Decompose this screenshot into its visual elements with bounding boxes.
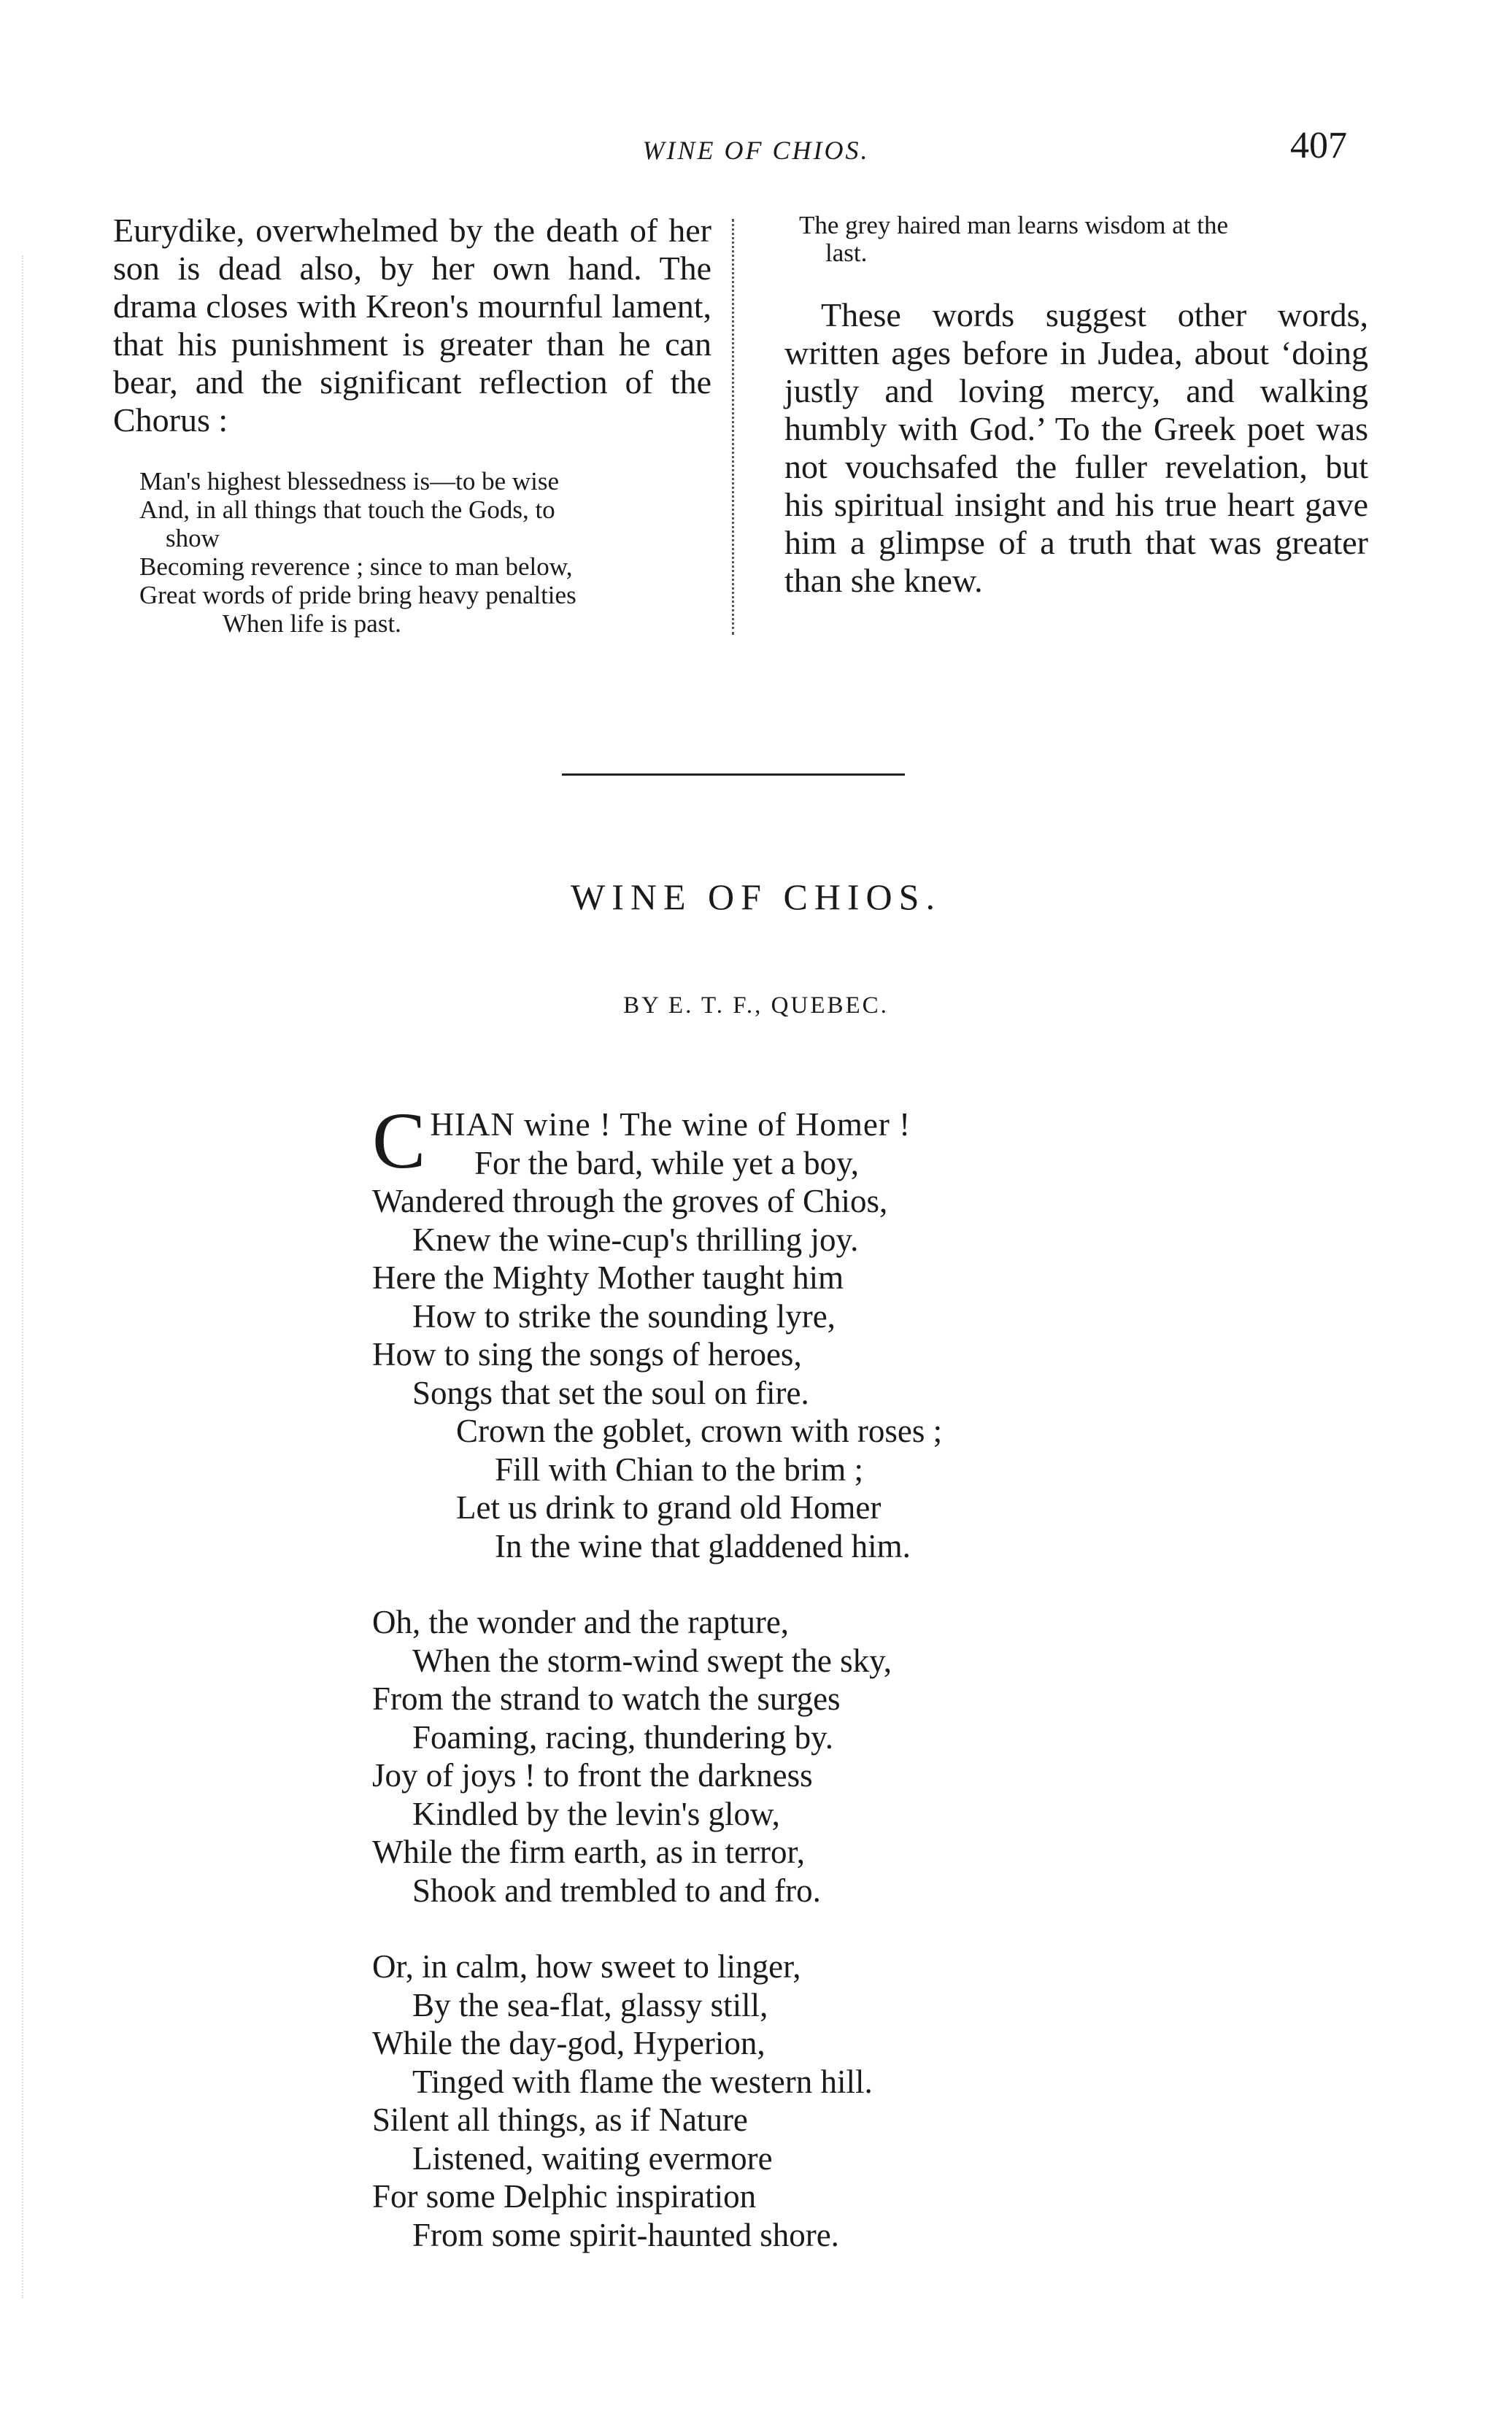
- quote-line: When life is past.: [223, 609, 401, 638]
- poem-line: For the bard, while yet a boy,: [474, 1144, 859, 1181]
- running-head: WINE OF CHIOS.: [642, 136, 870, 165]
- poem-line: Here the Mighty Mother taught him: [372, 1259, 844, 1296]
- poem-line: While the day-god, Hyperion,: [372, 2025, 765, 2061]
- poem-line: From some spirit-haunted shore.: [412, 2216, 839, 2253]
- quote-line: last.: [825, 239, 868, 267]
- poem-line: Songs that set the soul on fire.: [412, 1374, 809, 1411]
- poem-line: From the strand to watch the surges: [372, 1680, 841, 1717]
- quote-line: And, in all things that touch the Gods, to: [139, 495, 555, 524]
- poem-stanza-3: [372, 1948, 942, 2254]
- left-column: [113, 212, 711, 638]
- poem-line: Oh, the wonder and the rapture,: [372, 1604, 790, 1640]
- poem-line: Silent all things, as if Nature: [372, 2102, 748, 2138]
- poem-line: Fill with Chian to the brim ;: [495, 1451, 863, 1488]
- quote-line: Man's highest blessedness is—to be wise: [139, 467, 560, 495]
- poem-line: Knew the wine-cup's thrilling joy.: [412, 1221, 859, 1258]
- poem-stanza-2: [372, 1603, 942, 1910]
- quote-line: Becoming reverence ; since to man below,: [139, 552, 573, 581]
- poem-line: Let us drink to grand old Homer: [456, 1489, 882, 1526]
- poem: [372, 1096, 943, 2292]
- poem-line: How to strike the sounding lyre,: [412, 1297, 836, 1335]
- poem-line: When the storm-wind swept the sky,: [412, 1642, 892, 1679]
- poem-line: Wandered through the groves of Chios,: [372, 1183, 888, 1219]
- poem-line: How to sing the songs of heroes,: [372, 1336, 802, 1373]
- article-title: WINE OF CHIOS.: [571, 876, 941, 917]
- poem-line: In the wine that gladdened him.: [495, 1527, 911, 1564]
- quote-line: The grey haired man learns wisdom at the: [799, 211, 1228, 239]
- right-column: [784, 212, 1368, 600]
- poem-stanza-1: [372, 1096, 943, 1565]
- left-paragraph: Eurydike, overwhelmed by the death of her son is dead also, by her own hand. The drama closes with Kreon's mournful lament, that his punishment is greater than he can bear, and the significant reflection of the Chorus :: [113, 212, 711, 439]
- chorus-quote-end: [799, 212, 1368, 267]
- right-paragraph: These words suggest other words, written ages before in Judea, about ‘doing justly and loving mercy, and walking humbly with God.’ To the Greek poet was not vouchsafed the fuller revelation, but his spiritual insight and his true heart gave him a glimpse of a truth that was greater than she knew.: [784, 296, 1368, 599]
- drop-cap: C: [372, 1096, 426, 1185]
- page-number: 407: [1290, 125, 1347, 166]
- quote-line: show: [166, 524, 220, 552]
- scan-margin-marks: [22, 255, 53, 2299]
- poem-line: Joy of joys ! to front the darkness: [372, 1757, 813, 1794]
- section-rule: [562, 773, 905, 776]
- article-byline: BY E. T. F., QUEBEC.: [623, 992, 889, 1019]
- poem-line: Crown the goblet, crown with roses ;: [456, 1413, 943, 1449]
- poem-line: Kindled by the levin's glow,: [412, 1795, 780, 1832]
- poem-line: For some Delphic inspiration: [372, 2178, 757, 2215]
- poem-line: By the sea-flat, glassy still,: [412, 1986, 768, 2023]
- poem-line: Shook and trembled to and fro.: [412, 1872, 821, 1909]
- chorus-quote: [139, 467, 711, 638]
- poem-line: Foaming, racing, thundering by.: [412, 1718, 833, 1756]
- poem-line: Or, in calm, how sweet to linger,: [372, 1948, 801, 1985]
- poem-line: While the firm earth, as in terror,: [372, 1834, 805, 1870]
- poem-line: Listened, waiting evermore: [412, 2139, 773, 2177]
- poem-line: Tinged with flame the western hill.: [412, 2063, 873, 2100]
- column-divider: [732, 219, 734, 635]
- quote-line: Great words of pride bring heavy penalties: [139, 581, 576, 609]
- poem-line-text: HIAN wine ! The wine of Homer !: [430, 1106, 911, 1143]
